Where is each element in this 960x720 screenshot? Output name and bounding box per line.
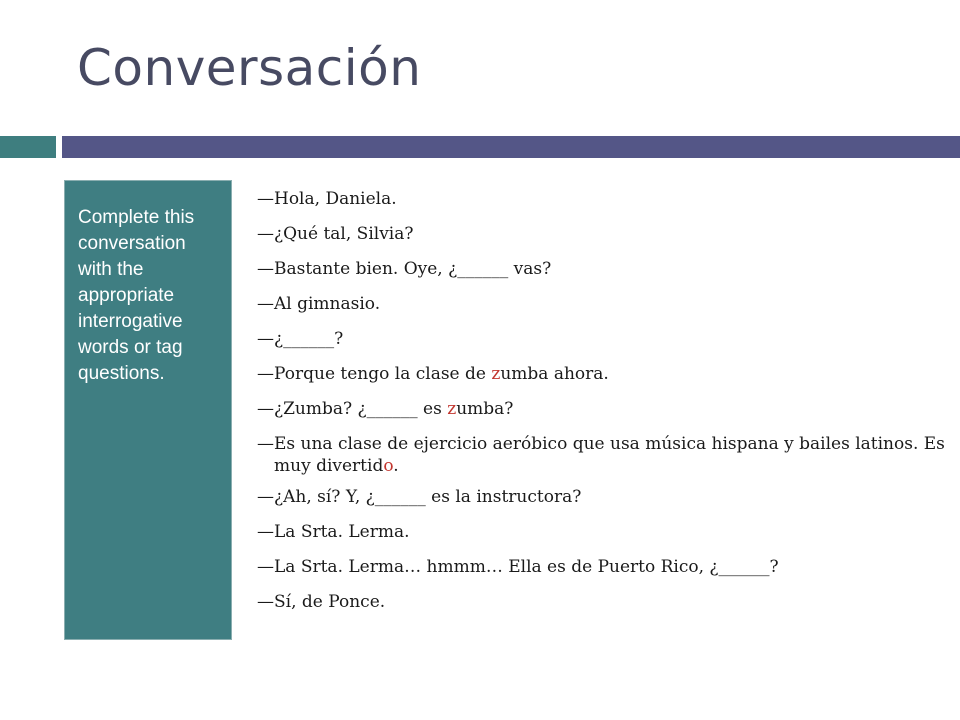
dialogue-line: [257, 363, 947, 385]
dialogue-line: [257, 223, 947, 245]
highlighted-letter: o: [383, 456, 394, 476]
dialogue-line: [257, 293, 947, 315]
instruction-box: [64, 180, 232, 640]
dialogue-text: umba ahora.: [500, 364, 609, 384]
dialogue-text: —Bastante bien. Oye, ¿______ vas?: [257, 259, 552, 279]
dialogue-text: —¿Qué tal, Silvia?: [257, 224, 414, 244]
dialogue-line: [257, 188, 947, 210]
dialogue-line: [257, 556, 947, 578]
dialogue-text: —Hola, Daniela.: [257, 189, 397, 209]
highlighted-letter: z: [491, 364, 501, 384]
accent-bar-teal: [0, 136, 56, 158]
dialogue-text: —La Srta. Lerma.: [257, 522, 410, 542]
dialogue-text: —¿Zumba? ¿______ es: [257, 399, 448, 419]
dialogue-text: —¿Ah, sí? Y, ¿______ es la instructora?: [257, 487, 582, 507]
dialogue-text: —La Srta. Lerma… hmmm… Ella es de Puerto Rico, ¿______?: [257, 557, 779, 577]
dialogue-text: —Es una clase de ejercicio aeróbico que usa música hispana y bailes latinos. Es muy divertid: [257, 434, 951, 476]
accent-bar-purple: [62, 136, 960, 158]
dialogue-line: [257, 398, 947, 420]
dialogue-list: [257, 188, 951, 626]
dialogue-line: [257, 433, 951, 477]
dialogue-line: [257, 591, 947, 613]
dialogue-text: umba?: [456, 399, 514, 419]
dialogue-text: —Al gimnasio.: [257, 294, 381, 314]
dialogue-line: [257, 486, 947, 508]
dialogue-text: .: [393, 456, 399, 476]
slide-title: Conversación: [77, 39, 422, 97]
dialogue-text: —Porque tengo la clase de: [257, 364, 492, 384]
dialogue-text: —Sí, de Ponce.: [257, 592, 386, 612]
dialogue-text: —¿______?: [257, 329, 344, 349]
dialogue-line: [257, 521, 947, 543]
instruction-text: Complete this conversation with the appropriate interrogative words or tag questions.: [78, 207, 195, 384]
dialogue-line: [257, 258, 947, 280]
dialogue-line: [257, 328, 947, 350]
highlighted-letter: z: [447, 399, 457, 419]
